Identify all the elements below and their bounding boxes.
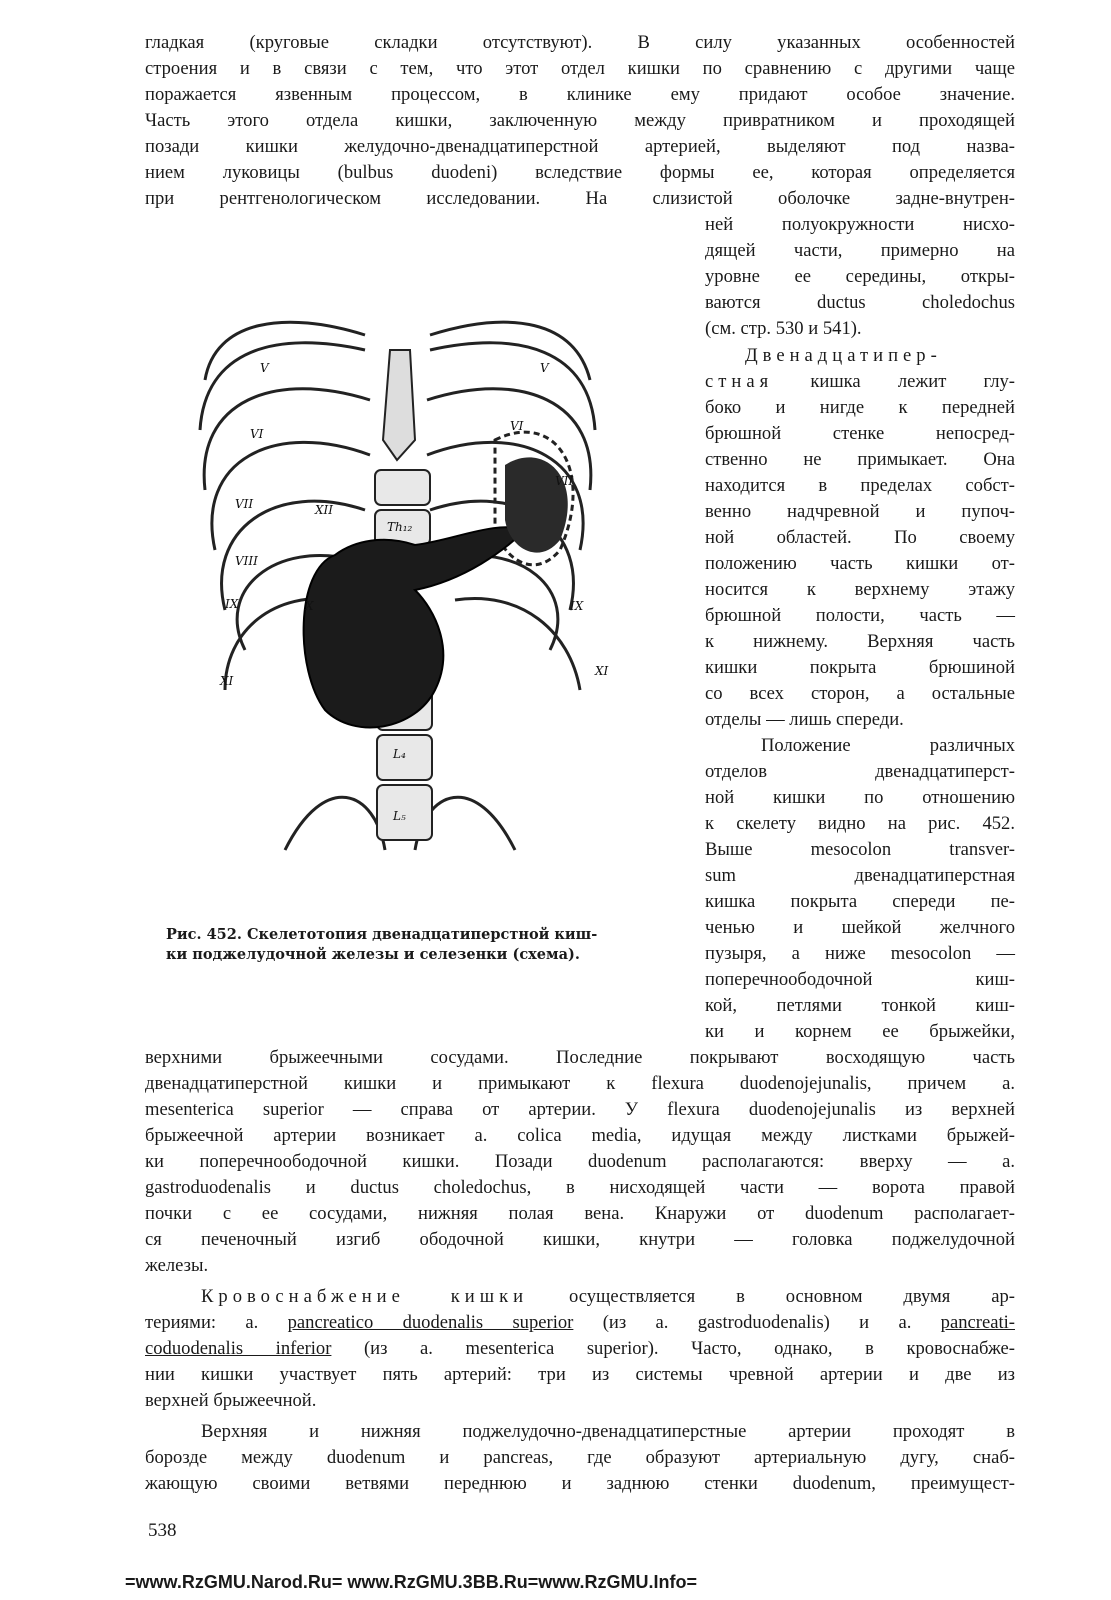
text-line: верхней брыжеечной. xyxy=(145,1390,317,1411)
text-line: нии кишки участвует пять артерий: три из системы чревной артерии и две из xyxy=(145,1364,1015,1385)
text-line: отделов двенадцатиперст- xyxy=(705,761,1015,782)
spleen xyxy=(505,457,568,552)
text-line: брюшной стенке непосред- xyxy=(705,423,1015,444)
spaced-heading: Кровоснабжение кишки xyxy=(201,1286,529,1307)
text-line: борозде между duodenum и pancreas, где образуют артериальную дугу, снаб- xyxy=(145,1447,1015,1468)
text-line: ки и корнем ее брыжейки, xyxy=(705,1021,1015,1042)
page-number: 538 xyxy=(148,1520,177,1541)
text-line: Верхняя и нижняя поджелудочно-двенадцатиперстные артерии проходят в xyxy=(201,1421,1015,1442)
rib-label: IX xyxy=(225,597,239,611)
text-line: gastroduodenalis и ductus choledochus, в нисходящей части — ворота правой xyxy=(145,1177,1015,1198)
caption-line: Рис. 452. Скелетотопия двенадцатиперстной киш- xyxy=(166,926,598,943)
rib xyxy=(205,322,365,380)
text-line: уровне ее середины, откры- xyxy=(705,266,1015,287)
text-line: к скелету видно на рис. 452. xyxy=(705,813,1015,834)
text-line: ной кишки по отношению xyxy=(705,787,1015,808)
text-fragment: осуществляется в основном двумя ар- xyxy=(568,1286,1015,1307)
text-line: железы. xyxy=(145,1255,209,1276)
text-line: строения и в связи с тем, что этот отдел кишки по сравнению с другими чаще xyxy=(145,58,1015,79)
vertebra-label: L₅ xyxy=(393,809,406,823)
text-line: брыжеечной артерии возникает a. colica media, идущая между листками брыжей- xyxy=(145,1125,1015,1146)
rib-label: XI xyxy=(220,674,234,688)
sternum xyxy=(383,350,415,460)
text-line: пузыря, а ниже mesocolon — xyxy=(705,943,1015,964)
text-line xyxy=(145,1284,1015,1310)
rib-label: X xyxy=(305,599,314,613)
duodenum-pancreas xyxy=(304,527,525,727)
skeletotopy-figure xyxy=(165,290,685,910)
text-line: ся печеночный изгиб ободочной кишки, кнутри — головка поджелудочной xyxy=(145,1229,1015,1250)
text-line: Часть этого отдела кишки, заключенную между привратником и проходящей xyxy=(145,110,1015,131)
text-line: жающую своими ветвями переднюю и заднюю стенки duodenum, преимущест- xyxy=(145,1473,1015,1494)
footer-watermark: =www.RzGMU.Narod.Ru= www.RzGMU.3BB.Ru=www.RzGMU.Info= xyxy=(125,1572,698,1592)
text-line xyxy=(145,1310,1015,1336)
rib-label: VII xyxy=(555,474,574,488)
text-line: ней полуокружности нисхо- xyxy=(705,214,1015,235)
text-fragment: (из a. mesenterica superior). Часто, однако, в кровоснабже- xyxy=(363,1338,1015,1359)
rib-label: VIII xyxy=(235,554,258,568)
text-line: дящей части, примерно на xyxy=(705,240,1015,261)
rib xyxy=(455,598,580,690)
text-line: почки с ее сосудами, нижняя полая вена. Кнаружи от duodenum располагает- xyxy=(145,1203,1015,1224)
text-line xyxy=(145,1336,1015,1362)
text-line: брюшной полости, часть — xyxy=(705,605,1015,626)
text-line: кой, петлями тонкой киш- xyxy=(705,995,1015,1016)
text-line xyxy=(705,369,1015,395)
rib-label: IX xyxy=(570,599,584,613)
text-line: поперечноободочной киш- xyxy=(705,969,1015,990)
pelvis-left xyxy=(285,797,385,850)
text-line: венно надчревной и пупоч- xyxy=(705,501,1015,522)
text-fragment: териями: a. xyxy=(145,1312,259,1333)
text-fragment: кишка лежит глу- xyxy=(810,371,1015,392)
text-line: гладкая (круговые складки отсутствуют). В силу указанных особенностей xyxy=(145,32,1015,53)
text-line: находится в пределах собст- xyxy=(705,475,1015,496)
text-line: отделы — лишь спереди. xyxy=(705,709,904,730)
text-line: верхними брыжеечными сосудами. Последние покрывают восходящую часть xyxy=(145,1047,1015,1068)
text-line: sum двенадцатиперстная xyxy=(705,865,1015,886)
text-line: (см. стр. 530 и 541). xyxy=(705,318,862,339)
rib-label: VI xyxy=(250,427,264,441)
text-line: ченью и шейкой желчного xyxy=(705,917,1015,938)
text-line: носится к верхнему этажу xyxy=(705,579,1015,600)
rib-label: V xyxy=(260,361,269,375)
text-line: кишки покрыта брюшиной xyxy=(705,657,1015,678)
text-line xyxy=(705,343,1015,369)
rib-label: XI xyxy=(595,664,609,678)
figure-caption xyxy=(166,925,666,965)
text-line: нием луковицы (bulbus duodeni) вследствие формы ее, которая определяется xyxy=(145,162,1015,183)
text-line: ной областей. По своему xyxy=(705,527,1015,548)
rib-label: VII xyxy=(235,497,254,511)
underlined-term: pancreati- xyxy=(940,1312,1015,1333)
text-line: Выше mesocolon transver- xyxy=(705,839,1015,860)
underlined-term: pancreatico duodenalis superior xyxy=(287,1312,574,1333)
text-line: двенадцатиперстной кишки и примыкают к flexura duodenojejunalis, причем a. xyxy=(145,1073,1015,1094)
underlined-term: coduodenalis inferior xyxy=(145,1338,332,1359)
rib xyxy=(430,322,590,380)
rib-label: V xyxy=(540,361,549,375)
text-line: ки поперечноободочной кишки. Позади duodenum располагаются: вверху — a. xyxy=(145,1151,1015,1172)
caption-line: ки поджелудочной железы и селезенки (схема). xyxy=(166,946,580,963)
text-line: Положение различных xyxy=(761,735,1015,756)
rib-label: VI xyxy=(510,419,524,433)
text-line: при рентгенологическом исследовании. На слизистой оболочке задне-внутрен- xyxy=(145,188,1015,209)
text-line: положению часть кишки от- xyxy=(705,553,1015,574)
text-line: боко и нигде к передней xyxy=(705,397,1015,418)
rib-label: XII xyxy=(315,503,334,517)
text-line: позади кишки желудочно-двенадцатиперстной артерией, выделяют под назва- xyxy=(145,136,1015,157)
spaced-heading: Двенадцатипер- xyxy=(745,345,942,366)
vertebra-label: Th₁₂ xyxy=(387,520,413,534)
spaced-heading: стная xyxy=(705,371,774,392)
text-line: поражается язвенным процессом, в клинике ему придают особое значение. xyxy=(145,84,1015,105)
text-line: ваются ductus choledochus xyxy=(705,292,1015,313)
text-line: mesenterica superior — справа от артерии. У flexura duodenojejunalis из верхней xyxy=(145,1099,1015,1120)
vertebra-label: L₄ xyxy=(393,747,406,761)
text-line: ственно не примыкает. Она xyxy=(705,449,1015,470)
text-line: кишка покрыта спереди пе- xyxy=(705,891,1015,912)
text-line: к нижнему. Верхняя часть xyxy=(705,631,1015,652)
text-line: со всех сторон, а остальные xyxy=(705,683,1015,704)
text-fragment: (из a. gastroduodenalis) и a. xyxy=(602,1312,912,1333)
